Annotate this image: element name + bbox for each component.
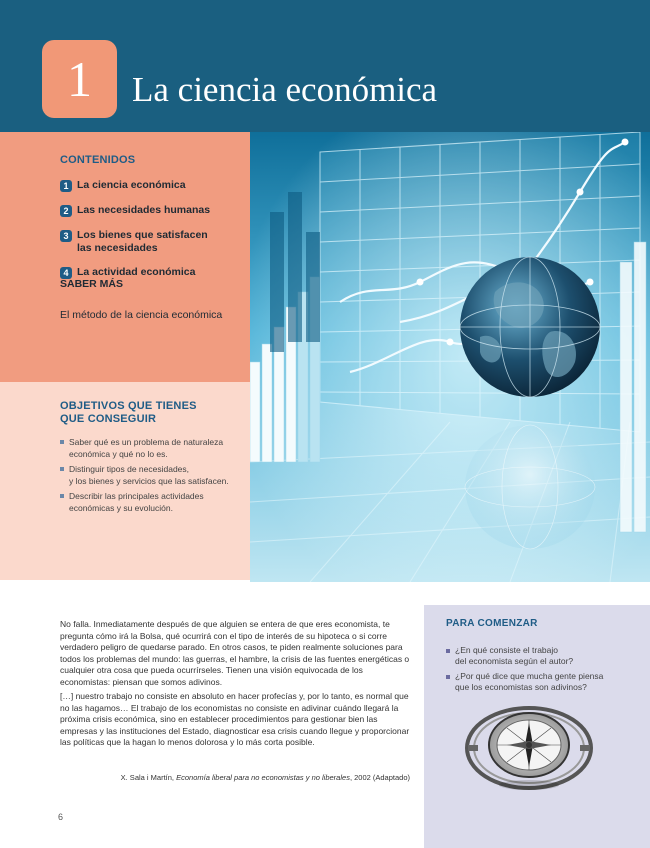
chapter-number: 1 [67,51,92,107]
objective-item [60,463,240,487]
item-number-badge: 2 [60,205,72,217]
start-panel [424,605,650,848]
item-number-badge: 4 [60,267,72,279]
start-heading: PARA COMENZAR [446,618,538,629]
contents-item-label: La actividad económica [77,266,196,278]
item-number-badge: 3 [60,230,72,242]
objective-item [60,436,240,460]
chapter-title: La ciencia económica [132,70,438,109]
contents-item-label: Las necesidades humanas [77,204,211,216]
question-text: ¿Por qué dice que mucha gente piensa que los economistas son adivinos? [455,671,604,692]
saber-mas-heading: SABER MÁS [60,278,124,290]
reading-paragraph: […] nuestro trabajo no consiste en absoluto en hacer profecías y, por lo tanto, es normal que no las hagamos… El trabajo de los economistas no consiste en adivinar cuándo llegará la próxima crisis económica, sino en establecer procedimientos para gestionar bien las empresas y las instituciones del Estado, diagnosticar esa crisis cuando llegue y proporcionar las políticas que la hagan lo menos dolorosa y lo más corta posible. [60,691,410,747]
question-text: ¿En qué consiste el trabajo del economista según el autor? [455,645,574,666]
contents-item [60,179,186,192]
contents-item-label: Los bienes que satisfacen las necesidades [77,229,208,254]
contents-item-label: La ciencia económica [77,179,186,191]
question-item [446,671,641,693]
square-bullet-icon [446,649,450,653]
citation-author: X. Sala i Martín, [120,773,174,782]
square-bullet-icon [60,467,64,471]
objectives-panel [0,382,250,580]
contents-item [60,204,210,217]
reading-text [60,619,410,752]
objective-text: Describir las principales actividades económicas y su evolución. [69,491,204,513]
objectives-heading: OBJETIVOS QUE TIENES QUE CONSEGUIR [60,400,197,425]
chapter-header [0,0,650,132]
contents-item [60,229,208,255]
item-number-badge: 1 [60,180,72,192]
saber-mas-item: El método de la ciencia económica [60,309,223,321]
objective-text: Distinguir tipos de necesidades, y los bienes y servicios que las satisfacen. [69,464,229,486]
hero-globe-chart-image [250,132,650,582]
contents-heading: CONTENIDOS [60,154,136,166]
contents-panel [0,132,250,382]
square-bullet-icon [60,440,64,444]
square-bullet-icon [446,675,450,679]
citation-title: Economía liberal para no economistas y no liberales [176,773,350,782]
reading-paragraph: No falla. Inmediatamente después de que alguien se entera de que eres economista, te pregunta cómo irá la Bolsa, qué ocurrirá con el tipo de interés de su hipoteca o si corre verdadero peligro de quedarse parado. En otros casos, te piden realmente soluciones para todos los problemas del mundo: las guerras, el hambre, la crisis de las fuentes energéticas o cualquier otra cosa que pueda ocurrírseles. Tienen una visión equivocada de los economistas: piensan que somos adivinos. [60,619,410,687]
question-item [446,645,641,667]
citation-rest: , 2002 (Adaptado) [349,773,410,782]
page-number: 6 [58,812,64,822]
objective-item [60,490,240,514]
square-bullet-icon [60,494,64,498]
objective-text: Saber qué es un problema de naturaleza económica y qué no lo es. [69,437,224,459]
chapter-number-badge [42,40,117,118]
citation [60,773,410,782]
compass-image [454,693,604,793]
